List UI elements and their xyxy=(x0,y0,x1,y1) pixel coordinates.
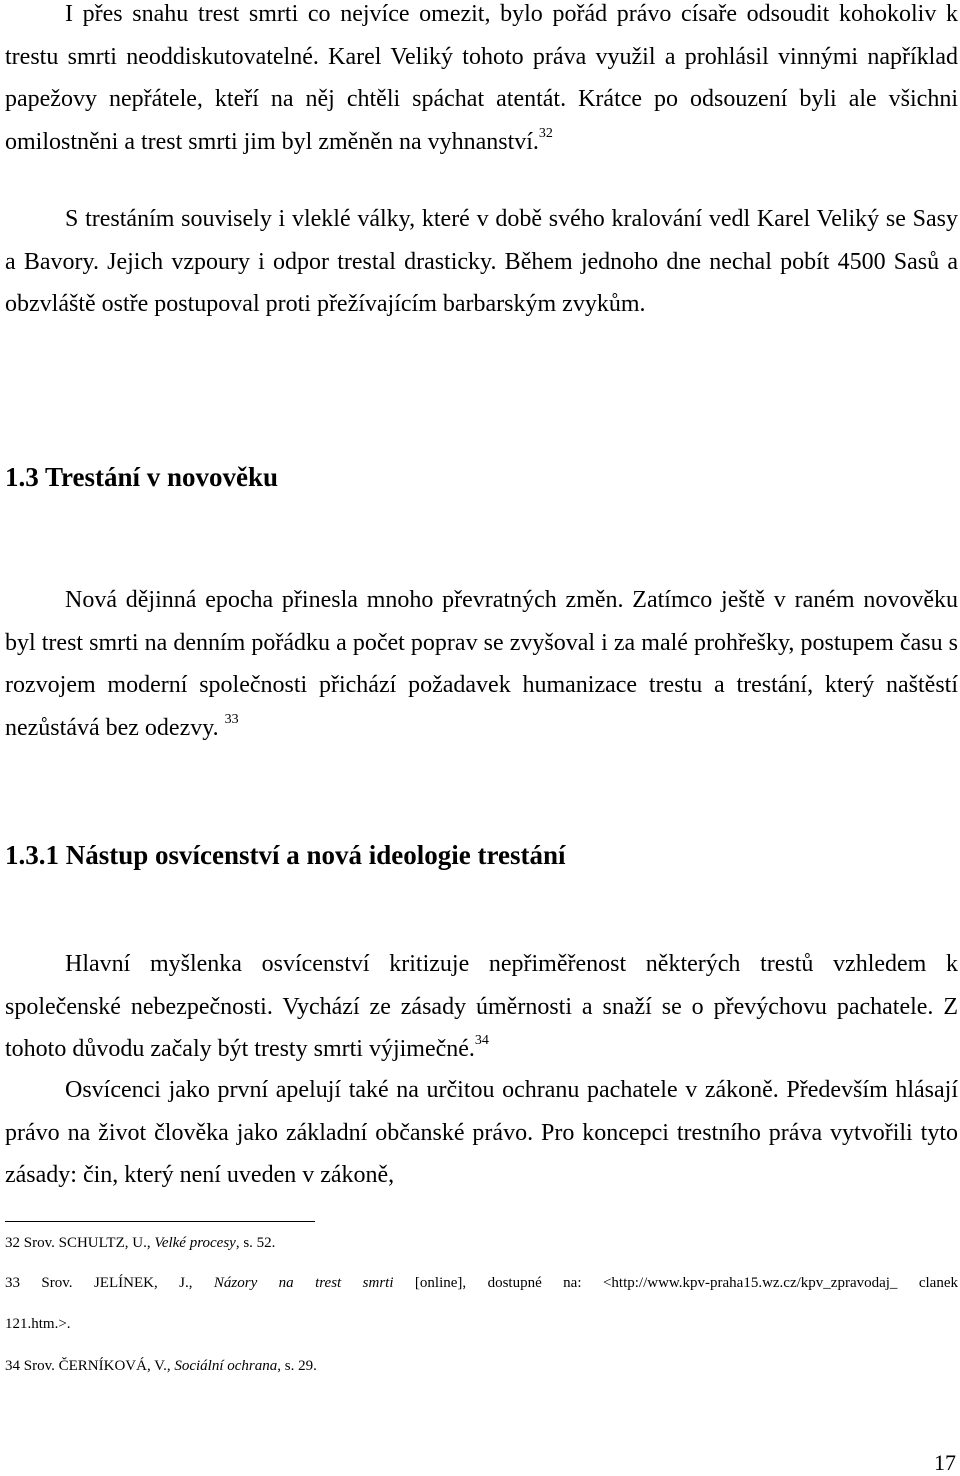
footnote-33-text: 33 Srov. JELÍNEK, J., xyxy=(5,1275,214,1291)
section-heading-1-3: 1.3 Trestání v novověku xyxy=(5,462,279,492)
page-number: 17 xyxy=(934,1450,956,1475)
paragraph-2 xyxy=(5,198,958,326)
footnote-33 xyxy=(5,1275,958,1292)
paragraph-5 xyxy=(5,1069,958,1197)
footnote-32 xyxy=(5,1235,958,1252)
footnote-33-link[interactable]: [online], dostupné na: <http://www.kpv-praha15.wz.cz/kpv_zpravodaj_ clanek xyxy=(393,1275,958,1291)
footnote-34-tail: , s. 29. xyxy=(277,1358,317,1374)
footnote-32-text: 32 Srov. SCHULTZ, U., xyxy=(5,1235,155,1251)
footnote-33-continuation[interactable]: 121.htm.>. xyxy=(5,1316,71,1332)
footnote-32-title: Velké procesy xyxy=(154,1235,236,1251)
paragraph-3-text: Nová dějinná epocha přinesla mnoho převratných změn. Zatímco ještě v raném novověku byl trest smrti na denním pořádku a počet poprav se zvyšoval i za malé prohřešky, postupem času s rozvojem moderní společnosti přichází požadavek humanizace trestu a trestání, který naštěstí nezůstává bez odezvy. xyxy=(5,587,958,741)
footnote-separator xyxy=(5,1221,315,1222)
footnote-34-text: 34 Srov. ČERNÍKOVÁ, V., xyxy=(5,1358,175,1374)
footnote-ref-34[interactable]: 34 xyxy=(474,1033,489,1048)
paragraph-4 xyxy=(5,943,958,1071)
footnote-34-title: Sociální ochrana xyxy=(174,1358,278,1374)
paragraph-3 xyxy=(5,579,958,749)
footnote-ref-33[interactable]: 33 xyxy=(224,711,239,727)
paragraph-4-text: Hlavní myšlenka osvícenství kritizuje nepřiměřenost některých trestů vzhledem k společenské nebezpečnosti. Vychází ze zásady úměrnosti a snaží se o převýchovu pachatele. Z tohoto důvodu začaly být tresty smrti výjimečné. xyxy=(5,951,958,1062)
paragraph-5-text: Osvícenci jako první apelují také na určitou ochranu pachatele v zákoně. Především hlásají právo na život člověka jako základní občanské právo. Pro koncepci trestního práva vytvořili tyto zásady: čin, který není uveden v zákoně, xyxy=(5,1077,958,1188)
section-heading-1-3-1: 1.3.1 Nástup osvícenství a nová ideologie trestání xyxy=(5,840,566,870)
footnote-32-tail: , s. 52. xyxy=(235,1235,276,1251)
footnote-ref-32[interactable]: 32 xyxy=(538,125,553,141)
footnote-33-title: Názory na trest smrti xyxy=(213,1275,394,1291)
paragraph-1-text: I přes snahu trest smrti co nejvíce omezit, bylo pořád právo císaře odsoudit kohokoliv k trestu smrti neoddiskutovatelné. Karel Veliký tohoto práva využil a prohlásil vinnými například papežovy nepřátele, kteří na něj chtěli spáchat atentát. Krátce po odsouzení byli ale všichni omilostněni a trest smrti jim byl změněn na vyhnanství. xyxy=(5,1,958,155)
paragraph-1 xyxy=(5,0,958,163)
footnote-34 xyxy=(5,1358,958,1375)
paragraph-2-text: S trestáním souvisely i vleklé války, které v době svého kralování vedl Karel Veliký se Sasy a Bavory. Jejich vzpoury i odpor trestal drasticky. Během jednoho dne nechal pobít 4500 Sasů a obzvláště ostře postupoval proti přežívajícím barbarským zvykům. xyxy=(5,206,958,317)
